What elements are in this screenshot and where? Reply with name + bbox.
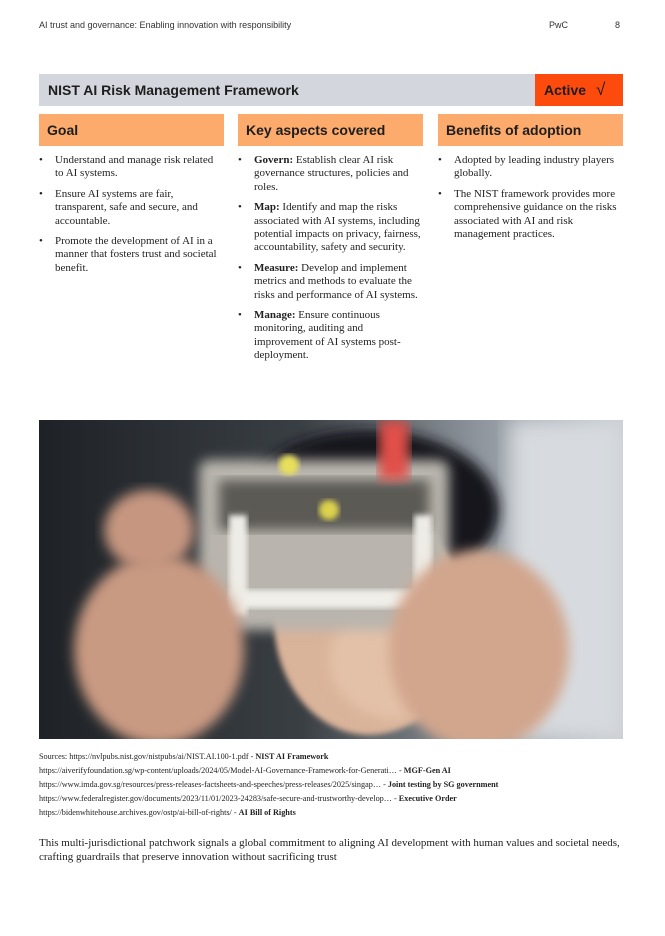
- source-link[interactable]: https://aiverifyfoundation.sg/wp-content/uploads/2024/05/Model-AI-Governance-Framework-for-Generati…: [39, 765, 397, 775]
- goal-heading: [39, 114, 224, 146]
- framework-title-bar: [39, 74, 623, 106]
- bullet-icon: •: [39, 235, 43, 248]
- goal-list: [39, 154, 224, 282]
- list-item: • Ensure AI systems are fair, transparent, safe and secure, and accountable.: [39, 187, 198, 227]
- bullet-icon: •: [238, 309, 242, 322]
- framework-title: NIST AI Risk Management Framework: [48, 82, 299, 98]
- key-aspects-heading: [238, 114, 423, 146]
- benefits-list: [438, 154, 623, 248]
- source-line: https://aiverifyfoundation.sg/wp-content/uploads/2024/05/Model-AI-Governance-Framework-for-Generati… - MGF-Gen AI: [39, 765, 451, 775]
- brand-name: PwC: [549, 20, 569, 30]
- list-item: • Understand and manage risk related to AI systems.: [39, 154, 214, 180]
- document-title: AI trust and governance: Enabling innovation with responsibility: [39, 20, 292, 30]
- bullet-icon: •: [438, 187, 442, 200]
- list-item: • Adopted by leading industry players globally.: [438, 154, 615, 180]
- list-item: • The NIST framework provides more comprehensive guidance on the risks associated with AI and risk management practices.: [438, 187, 617, 241]
- bullet-icon: •: [238, 154, 242, 166]
- source-line: https://www.federalregister.gov/documents/2023/11/01/2023-24283/safe-secure-and-trustworthy-develop… - Executive Order: [39, 793, 457, 803]
- source-link[interactable]: https://www.federalregister.gov/documents/2023/11/01/2023-24283/safe-secure-and-trustworthy-develop…: [39, 793, 392, 803]
- bullet-icon: •: [238, 201, 242, 214]
- bullet-icon: •: [39, 154, 43, 166]
- bullet-icon: •: [39, 187, 43, 200]
- person-holding-robot-image: [39, 420, 623, 739]
- list-item: • Map: Identify and map the risks associated with AI systems, including potential impacts on privacy, fairness, accountability, safety and security.: [238, 201, 421, 254]
- bullet-icon: •: [438, 154, 442, 166]
- sources-list: [39, 750, 639, 820]
- benefits-heading: [438, 114, 623, 146]
- source-link[interactable]: https://bidenwhitehouse.archives.gov/ostp/ai-bill-of-rights/: [39, 807, 232, 817]
- status-badge: [535, 74, 623, 106]
- bullet-icon: •: [238, 261, 242, 274]
- closing-paragraph: This multi-jurisdictional patchwork signals a global commitment to aligning AI development with human values and societal needs, crafting guardrails that preserve innovation without sacrificing trust: [39, 837, 620, 863]
- status-label: Active: [544, 82, 587, 98]
- goal-heading-label: Goal: [47, 122, 79, 138]
- source-line: Sources: https://nvlpubs.nist.gov/nistpubs/ai/NIST.AI.100-1.pdf - NIST AI Framework: [39, 752, 329, 761]
- list-item: • Manage: Ensure continuous monitoring, auditing and improvement of AI systems post-deployment.: [238, 309, 401, 362]
- source-link[interactable]: https://www.imda.gov.sg/resources/press-releases-factsheets-and-speeches/press-releases/2025/singap…: [39, 779, 382, 789]
- list-item: • Measure: Develop and implement metrics and methods to evaluate the risks and performance of AI systems.: [238, 261, 418, 301]
- key-aspects-heading-label: Key aspects covered: [246, 122, 386, 138]
- list-item: • Promote the development of AI in a manner that fosters trust and societal benefit.: [39, 235, 217, 274]
- source-link[interactable]: https://nvlpubs.nist.gov/nistpubs/ai/NIST.AI.100-1.pdf: [69, 752, 249, 761]
- key-aspects-list: [238, 154, 423, 370]
- checkmark-icon: √: [596, 80, 606, 99]
- source-line: https://bidenwhitehouse.archives.gov/ostp/ai-bill-of-rights/ - AI Bill of Rights: [39, 807, 296, 817]
- page-number: 8: [615, 20, 621, 30]
- source-line: https://www.imda.gov.sg/resources/press-releases-factsheets-and-speeches/press-releases/2025/singap… - Joint testing by SG government: [39, 779, 499, 789]
- list-item: • Govern: Establish clear AI risk governance structures, policies and roles.: [238, 154, 409, 193]
- benefits-heading-label: Benefits of adoption: [446, 122, 582, 138]
